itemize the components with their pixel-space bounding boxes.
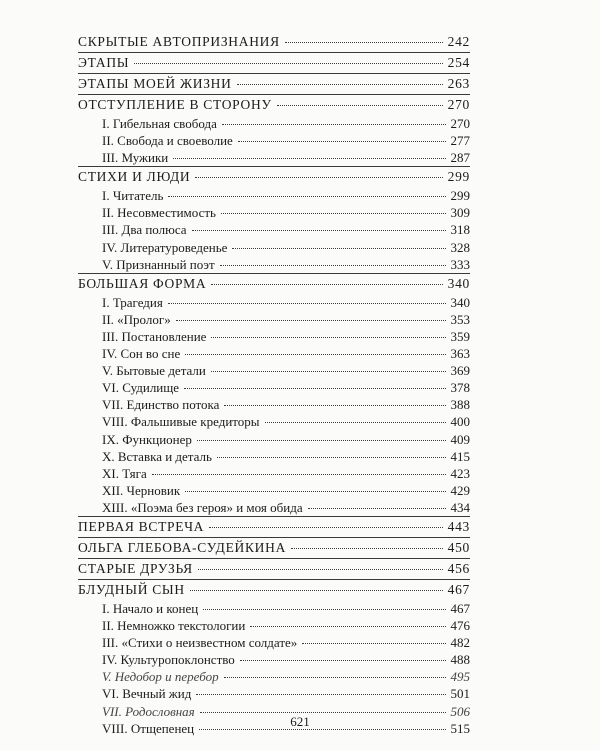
- page-ref: 501: [450, 686, 470, 702]
- dot-leader: [173, 158, 445, 159]
- entry-title: II. Свобода и своеволие: [102, 133, 233, 149]
- entry-title: VII. Единство потока: [102, 397, 220, 413]
- page-ref: 287: [450, 150, 470, 166]
- section-title: СТИХИ И ЛЮДИ: [78, 169, 191, 185]
- dot-leader: [152, 474, 446, 475]
- toc-entry-row: [78, 379, 470, 396]
- dot-leader: [211, 337, 445, 338]
- page-ref: 369: [450, 363, 470, 379]
- page-ref: 254: [447, 55, 470, 70]
- toc-section: [78, 73, 470, 94]
- entry-title: VI. Вечный жид: [102, 686, 192, 702]
- entry-title: XI. Тяга: [102, 465, 147, 481]
- dot-leader: [265, 422, 446, 423]
- table-of-contents: [78, 32, 470, 737]
- page-number: 621: [290, 714, 310, 729]
- entry-title: III. Мужики: [102, 150, 169, 166]
- section-title: ЭТАПЫ МОЕЙ ЖИЗНИ: [78, 76, 232, 91]
- entry-title: VIII. Фальшивые кредиторы: [102, 414, 260, 430]
- entry-title: V. Признанный поэт: [102, 256, 215, 272]
- toc-section-row: [78, 53, 470, 73]
- toc-section: [78, 558, 470, 579]
- page-ref: 328: [450, 239, 470, 255]
- entry-title: IV. Сон во сне: [102, 346, 181, 362]
- dot-leader: [168, 196, 445, 197]
- dot-leader: [217, 457, 446, 458]
- toc-section: [78, 273, 470, 516]
- dot-leader: [197, 440, 446, 441]
- page-ref: 467: [447, 581, 470, 597]
- toc-entry-row: [78, 204, 470, 221]
- section-title: БЛУДНЫЙ СЫН: [78, 581, 185, 597]
- entry-title: IV. Культуропоклонство: [102, 652, 235, 668]
- entry-title: II. Несовместимость: [102, 205, 216, 221]
- dot-leader: [209, 527, 443, 528]
- toc-entry-row: [78, 465, 470, 482]
- entry-title: III. «Стихи о неизвестном солдате»: [102, 635, 298, 651]
- dot-leader: [285, 42, 443, 43]
- page-ref: 318: [450, 222, 470, 238]
- page-ref: 378: [450, 380, 470, 396]
- page-ref: 456: [447, 560, 470, 576]
- section-title: ЭТАПЫ: [78, 55, 130, 70]
- page-ref: 488: [450, 652, 470, 668]
- page-ref: 467: [450, 600, 470, 616]
- page-ref: 400: [450, 414, 470, 430]
- page-ref: 515: [450, 720, 470, 736]
- page-ref: 423: [450, 465, 470, 481]
- toc-entry-row: [78, 396, 470, 413]
- page-ref: 270: [450, 116, 470, 131]
- toc-entry-row: [78, 311, 470, 328]
- entry-title: I. Трагедия: [102, 294, 163, 310]
- toc-section: [78, 537, 470, 558]
- entry-title: VIII. Отщепенец: [102, 720, 195, 736]
- toc-entry-row: [78, 482, 470, 499]
- page-ref: 299: [447, 169, 470, 185]
- toc-entry-row: [78, 499, 470, 516]
- toc-section-row: [78, 517, 470, 537]
- toc-entry-row: [78, 617, 470, 634]
- dot-leader: [185, 491, 445, 492]
- toc-entry-row: [78, 328, 470, 345]
- page-ref: 429: [450, 482, 470, 498]
- dot-leader: [168, 303, 446, 304]
- toc-entry-row: [78, 685, 470, 702]
- entry-title: III. Два полюса: [102, 222, 187, 238]
- toc-entry-row: [78, 345, 470, 362]
- toc-entry-row: [78, 239, 470, 256]
- toc-entry-row: [78, 256, 470, 273]
- dot-leader: [192, 230, 446, 231]
- toc-entry-row: [78, 413, 470, 430]
- toc-entry-row: [78, 294, 470, 311]
- page-ref: 242: [447, 34, 470, 49]
- page-ref: 299: [450, 188, 470, 204]
- page-ref: 340: [447, 275, 470, 291]
- toc-entry-row: [78, 115, 470, 132]
- entry-title: V. Недобор и перебор: [102, 669, 219, 685]
- page-ref: 353: [450, 311, 470, 327]
- section-title: СТАРЫЕ ДРУЗЬЯ: [78, 560, 193, 576]
- toc-entry-row: [78, 221, 470, 238]
- toc-section-row: [78, 95, 470, 115]
- page-ref: 359: [450, 328, 470, 344]
- dot-leader: [198, 569, 443, 570]
- section-title: ПЕРВАЯ ВСТРЕЧА: [78, 518, 205, 534]
- toc-section: [78, 94, 470, 166]
- page-ref: 263: [447, 76, 470, 91]
- dot-leader: [211, 284, 442, 285]
- dot-leader: [220, 265, 446, 266]
- toc-entry-row: [78, 634, 470, 651]
- dot-leader: [190, 590, 443, 591]
- section-title: ОТСТУПЛЕНИЕ В СТОРОНУ: [78, 97, 272, 112]
- dot-leader: [185, 354, 445, 355]
- entry-title: II. Немножко текстологии: [102, 618, 246, 634]
- toc-section-row: [78, 274, 470, 294]
- dot-leader: [277, 105, 443, 106]
- toc-entry-row: [78, 187, 470, 204]
- section-title: БОЛЬШАЯ ФОРМА: [78, 275, 207, 291]
- entry-title: I. Гибельная свобода: [102, 116, 217, 131]
- page-ref: 277: [450, 133, 470, 149]
- dot-leader: [302, 643, 445, 644]
- page-ref: 270: [447, 97, 470, 112]
- toc-section-row: [78, 559, 470, 579]
- page-ref: 363: [450, 346, 470, 362]
- page-ref: 443: [447, 518, 470, 534]
- dot-leader: [238, 141, 446, 142]
- section-title: ОЛЬГА ГЛЕБОВА-СУДЕЙКИНА: [78, 539, 287, 555]
- entry-title: IX. Функционер: [102, 431, 192, 447]
- toc-section-row: [78, 538, 470, 558]
- entry-title: III. Постановление: [102, 328, 207, 344]
- entry-title: VI. Судилище: [102, 380, 180, 396]
- dot-leader: [196, 694, 445, 695]
- toc-entry-row: [78, 668, 470, 685]
- toc-section: [78, 166, 470, 272]
- section-title: СКРЫТЫЕ АВТОПРИЗНАНИЯ: [78, 34, 280, 49]
- dot-leader: [195, 177, 442, 178]
- page-ref: 476: [450, 618, 470, 634]
- dot-leader: [224, 405, 445, 406]
- toc-section: [78, 32, 470, 52]
- entry-title: X. Вставка и деталь: [102, 448, 212, 464]
- page-ref: 309: [450, 205, 470, 221]
- toc-section: [78, 52, 470, 73]
- toc-entry-row: [78, 132, 470, 149]
- toc-entry-row: [78, 149, 470, 166]
- dot-leader: [250, 626, 445, 627]
- toc-section-row: [78, 580, 470, 600]
- dot-leader: [224, 677, 446, 678]
- dot-leader: [237, 84, 443, 85]
- toc-section-row: [78, 32, 470, 52]
- toc-entry-row: [78, 431, 470, 448]
- toc-entry-row: [78, 362, 470, 379]
- toc-section: [78, 516, 470, 537]
- toc-section-row: [78, 167, 470, 187]
- entry-title: XIII. «Поэма без героя» и моя обида: [102, 499, 303, 515]
- toc-entry-row: [78, 651, 470, 668]
- dot-leader: [240, 660, 446, 661]
- page-ref: 409: [450, 431, 470, 447]
- toc-entry-row: [78, 600, 470, 617]
- entry-title: VII. Родословная: [102, 703, 195, 719]
- dot-leader: [221, 213, 446, 214]
- toc-entry-row: [78, 448, 470, 465]
- page-ref: 333: [450, 256, 470, 272]
- entry-title: XII. Черновик: [102, 482, 181, 498]
- dot-leader: [176, 320, 446, 321]
- toc-section-row: [78, 74, 470, 94]
- page-ref: 482: [450, 635, 470, 651]
- dot-leader: [308, 508, 446, 509]
- entry-title: V. Бытовые детали: [102, 363, 206, 379]
- page-ref: 506: [450, 703, 470, 719]
- dot-leader: [184, 388, 445, 389]
- dot-leader: [232, 248, 445, 249]
- page-ref: 340: [450, 294, 470, 310]
- entry-title: IV. Литературоведенье: [102, 239, 228, 255]
- dot-leader: [200, 712, 446, 713]
- page-ref: 450: [447, 539, 470, 555]
- dot-leader: [211, 371, 446, 372]
- dot-leader: [222, 124, 446, 125]
- entry-title: I. Начало и конец: [102, 600, 199, 616]
- dot-leader: [203, 609, 445, 610]
- entry-title: II. «Пролог»: [102, 311, 171, 327]
- dot-leader: [291, 548, 443, 549]
- entry-title: I. Читатель: [102, 188, 164, 204]
- dot-leader: [134, 63, 442, 64]
- page-ref: 434: [450, 499, 470, 515]
- page-ref: 495: [450, 669, 470, 685]
- page-ref: 415: [450, 448, 470, 464]
- page-ref: 388: [450, 397, 470, 413]
